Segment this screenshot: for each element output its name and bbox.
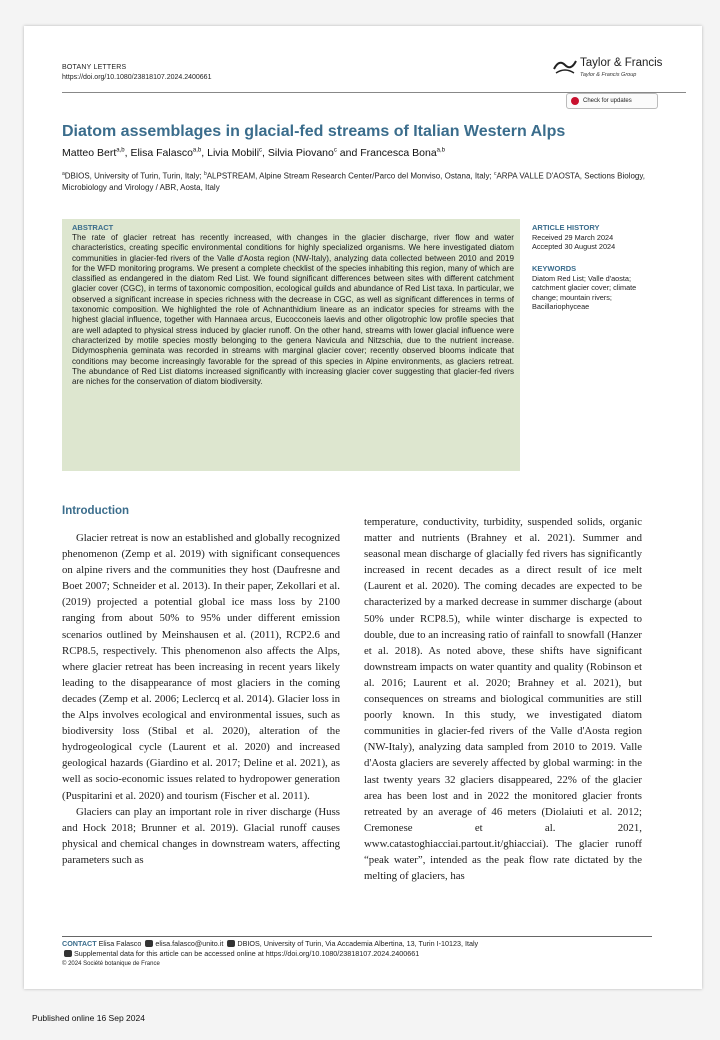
keywords-heading: KEYWORDS [532, 264, 577, 273]
affiliation-mark: a [62, 171, 65, 177]
article-page [24, 26, 702, 989]
abstract-text: The rate of glacier retreat has recently increased, with changes in the glacier discharge, river flow and water characteristics, creating specific environmental conditions for highly specialized organisms. We here investigated diatom communities in glacier-fed rivers of the Valle d'Aosta region (NW-Italy), analyzing data collected between 2010 and 2019 for the WFD monitoring programs. We present a complete checklist of the species inhabiting this region, many of which are classified as endangered in the diatom Red List. We found significant differences between sites with different catchment glacier cover (CGC), in terms of taxonomic composition, ecological guilds and abundance of Red List taxa. In particular, we observed a significant increase in species richness with the decrease in CGC, as well as significant differences in terms of taxonomic composition. We highlighted the role of Achnanthidium lineare as an indicator species for streams with the highest glacial influence, together with Hannaea arcus, Eucocconeis laevis and other oligotrophic low profile species that are well adapted to physical stress induced by glacier runoff. On the other hand, streams with lower glacial influence were characterized by motile species mostly belonging to the genera Navicula and Nitzschia, due to the nutrient increase. Didymosphenia geminata was recorded in streams with marginal glacier cover; recently observed blooms indicate that conditions may become increasingly favorable for the spread of this species in Alpine environments, as glaciers retreat. The abundance of Red List diatoms increased significantly with increasing glacier cover suggesting that glacier-fed rivers are niches for the conservation of diatom biodiversity. [72, 233, 514, 387]
supplemental-icon [64, 950, 72, 957]
abstract-box [62, 219, 520, 471]
author-separator: , [262, 147, 268, 159]
contact-line [62, 939, 662, 948]
affiliations [62, 169, 667, 193]
article-title: Diatom assemblages in glacial-fed streams of Italian Western Alps [62, 123, 566, 140]
journal-header [62, 63, 211, 83]
affiliation-mark: b [203, 171, 207, 177]
contact-address: DBIOS, University of Turin, Via Accademia Albertina, 13, Turin I-10123, Italy [237, 939, 479, 948]
publisher-name: Taylor & Francis [580, 57, 663, 69]
taylor-francis-logo-icon [552, 55, 578, 77]
author-affiliation-mark: a,b [192, 147, 202, 154]
keywords-list: Diatom Red List; Valle d'aosta; catchment glacier cover; climate change; mountain rivers; Bacillariophyceae [532, 274, 637, 311]
author-name[interactable]: Francesca Bona [360, 147, 437, 159]
copyright: © 2024 Société botanique de France [62, 961, 160, 967]
publisher-group: Taylor & Francis Group [580, 72, 637, 78]
supplemental-line [62, 949, 662, 958]
address-icon [227, 940, 235, 947]
check-for-updates-button[interactable] [566, 93, 658, 109]
publisher-logo [550, 51, 680, 97]
accepted-date: Accepted 30 August 2024 [532, 242, 616, 252]
author-affiliation-mark: c [333, 147, 337, 154]
check-updates-label: Check for updates [583, 98, 632, 104]
author-affiliation-mark: c [259, 147, 263, 154]
affiliation-text: ALPSTREAM, Alpine Stream Research Center/Parco del Monviso, Ostana, Italy; [206, 171, 494, 181]
article-history-heading: ARTICLE HISTORY [532, 223, 600, 232]
paragraph: Glacier retreat is now an established and globally recognized phenomenon (Zemp et al. 2019) with significant consequences on alpine rivers and the communities they host (Daufresne and Boet 2007; Schneider et al. 2013). In their paper, Zekollari et al. (2019) projected a potential global ice mass loss by 2100 ranging from about 50% to 95% under different emission scenarios outlined by Meinshausen et al. (2011), RCP2.6 and RCP8.5, respectively. This phenomenon also affects the Alps, where glacier retreat has been increasing in recent years likely leading to the disappearance of most glaciers in the coming decades (Zemp et al. 2006; Leclercq et al. 2014). Glacier loss in the Alps involves ecological and environmental issues, such as biodiversity loss (Stibal et al. 2020), alteration of the hydrogeological cycle (Laurent et al. 2020) and increased geological hazards (Giardino et al. 2017; Deline et al. 2021), as well as socio-economic issues related to hydropower generation (Puspitarini et al. 2020) and tourism (Fischer et al. 2011). [62, 532, 340, 802]
crossmark-icon [571, 97, 579, 105]
body-column-left [62, 530, 340, 868]
author-separator: , [124, 147, 131, 159]
affiliation-text: ARPA VALLE D'AOSTA, Sections Biology, Microbiology and Virology / ABR, Aosta, Italy [62, 171, 646, 192]
published-date: Published online 16 Sep 2024 [32, 1013, 145, 1023]
author-name[interactable]: Matteo Bert [62, 147, 117, 159]
abstract-heading: ABSTRACT [72, 223, 114, 232]
footer-divider [62, 936, 652, 937]
affiliation-text: DBIOS, University of Turin, Turin, Italy; [64, 171, 204, 181]
doi-link[interactable]: https://doi.org/10.1080/23818107.2024.2400661 [62, 74, 212, 81]
paragraph: temperature, conductivity, turbidity, suspended solids, organic matter and nutrients (Brahney et al. 2021). Summer and seasonal mean discharge of glacially fed rivers has significantly increased in recent decades as a direct result of ice melt (Laurent et al. 2020). The coming decades are expected to be characterized by a marked decrease in summer discharge (about 50% under RCP8.5), while winter discharge is expected to double, due to an increasing ratio of rainfall to snowfall (Hanzer et al. 2018). As noted above, these shifts have significant downstream impacts on water quantity and quality (Robinson et al. 2016; Laurent et al. 2020; Brahney et al. 2021), but consequences on streams and biological communities are still poorly known. In this study, we investigated diatom communities in glacier-fed rivers of the Valle d'Aosta region (NW-Italy), analyzing data sampled from 2010 to 2019. Valle d'Aosta glaciers are severely affected by global warming: in the last twenty years 32 glaciers disappeared, 22% of the glacier area has been lost and in 2022 the monitored glacier fronts retreated by an average of 46 meters (Diolaiuti et al. 2012; Cremonese et al. 2021, www.catastoghiacciai.partout.it/ghiacciai). The glacier runoff “peak water”, intended as the peak flow rate dictated by the melting of glaciers, has [364, 516, 642, 883]
author-list [62, 147, 662, 159]
author-name[interactable]: Silvia Piovano [267, 147, 334, 159]
supplemental-text[interactable]: Supplemental data for this article can be accessed online at https://doi.org/10.1080/23818107.2024.2400661 [74, 949, 420, 958]
author-separator: and [336, 147, 361, 159]
author-separator: , [201, 147, 208, 159]
received-date: Received 29 March 2024 [532, 233, 614, 242]
article-history [532, 233, 652, 252]
contact-label: CONTACT [62, 939, 97, 948]
journal-name: BOTANY LETTERS [62, 64, 127, 71]
author-affiliation-mark: a,b [116, 147, 125, 154]
author-name[interactable]: Livia Mobili [207, 147, 260, 159]
body-column-right [364, 514, 642, 884]
email-icon [145, 940, 153, 947]
introduction-heading: Introduction [62, 505, 130, 517]
author-name[interactable]: Elisa Falasco [130, 147, 193, 159]
contact-email[interactable]: elisa.falasco@unito.it [155, 939, 224, 948]
author-affiliation-mark: a,b [436, 147, 446, 154]
contact-name: Elisa Falasco [98, 939, 142, 948]
affiliation-mark: c [493, 171, 497, 177]
paragraph: Glaciers can play an important role in river discharge (Huss and Hock 2018; Brunner et al. 2019). Glacial runoff causes physical and chemical changes in downstream waters, affecting parameters such as [62, 805, 340, 866]
